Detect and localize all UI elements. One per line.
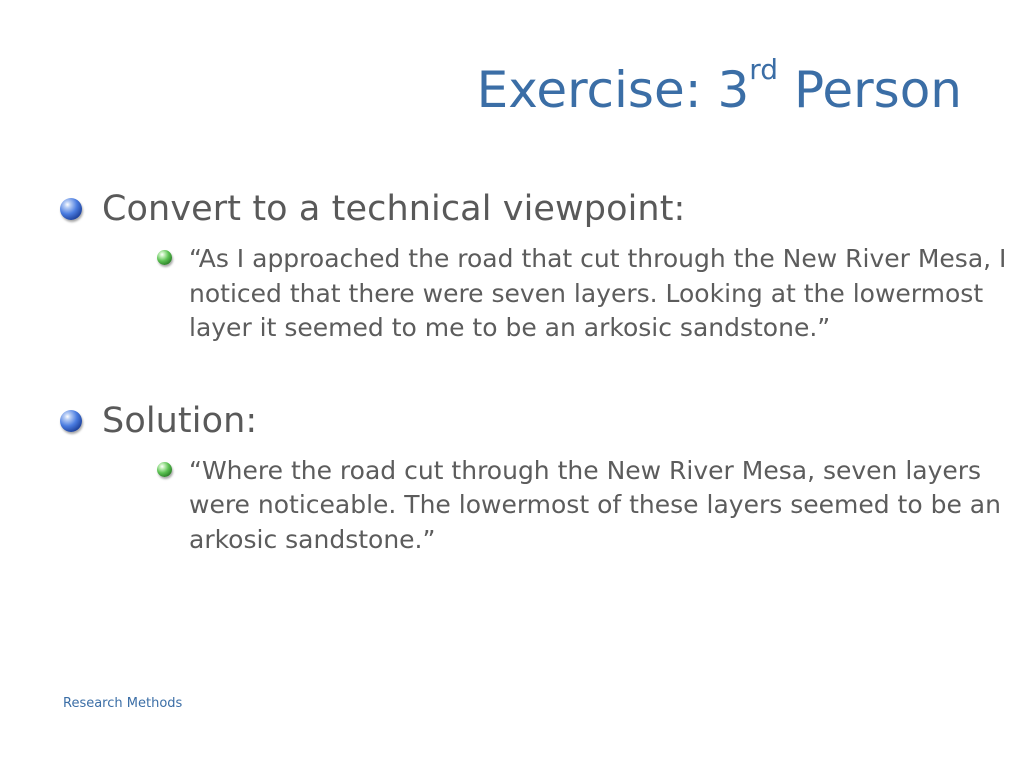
sub-bullet-item: [102, 454, 1001, 558]
slide-footer: Research Methods: [63, 696, 183, 711]
sub-bullet-text: “As I approached the road that cut through the New River Mesa, I noticed that there were seven layers. Looking at the lowermost layer it seemed to me to be an arkosic sandstone.”: [189, 244, 1007, 342]
title-suffix: Person: [778, 61, 962, 119]
title-main: Exercise: 3: [476, 61, 750, 119]
bullet-item-instruction: [58, 186, 1007, 346]
sub-bullet-text: “Where the road cut through the New River Mesa, seven layers were noticeable. The lowermost of these layers seemed to be an arkosic sandstone.”: [189, 455, 1001, 554]
green-orb-bullet-icon: [157, 462, 172, 477]
slide-body: [58, 186, 1007, 557]
bullet-text: Convert to a technical viewpoint:: [102, 189, 686, 229]
slide-title: [476, 53, 962, 120]
sub-bullet-item: [102, 242, 1007, 346]
spacer: [58, 346, 968, 398]
bullet-text: Solution:: [102, 400, 258, 441]
bullet-item-solution: [58, 398, 1001, 558]
blue-orb-bullet-icon: [60, 410, 82, 432]
blue-orb-bullet-icon: [60, 198, 82, 220]
green-orb-bullet-icon: [157, 250, 172, 265]
title-superscript: rd: [749, 53, 779, 86]
